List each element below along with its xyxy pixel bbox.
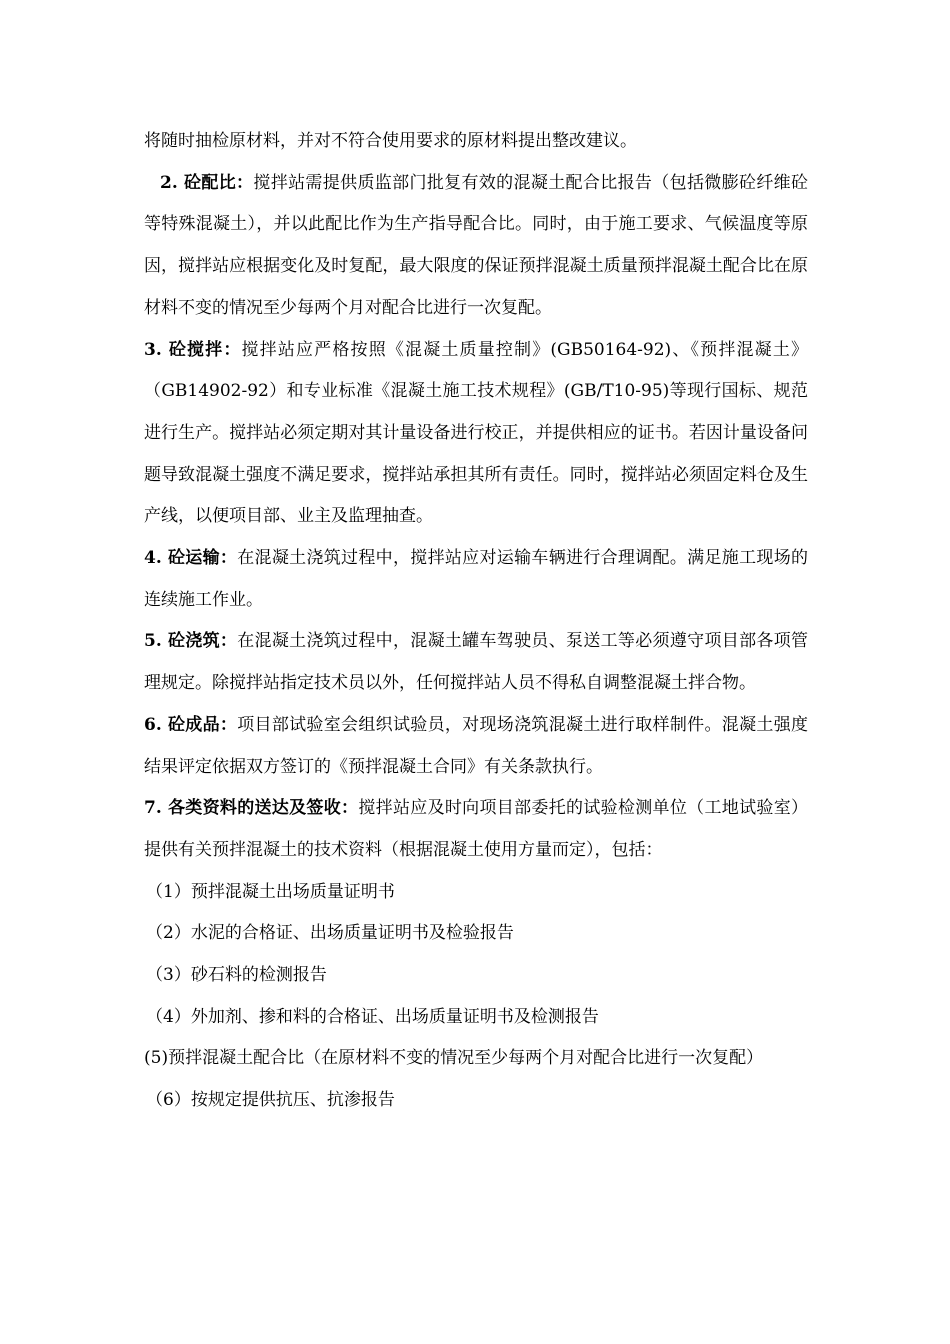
section-pouring-heading: 5. 砼浇筑：: [144, 631, 238, 652]
paragraph-intro-text: 将随时抽检原材料，并对不符合使用要求的原材料提出整改建议。: [144, 131, 637, 151]
list-item: （3）砂石料的检测报告: [146, 965, 327, 986]
list-item: （6）按规定提供抗压、抗渗报告: [146, 1090, 395, 1111]
list-item: (5)预拌混凝土配合比（在原材料不变的情况至少每两个月对配合比进行一次复配）: [144, 1048, 764, 1069]
section-documents: [144, 788, 808, 871]
list-item: （4）外加剂、掺和料的合格证、出场质量证明书及检测报告: [146, 1006, 599, 1027]
section-mix-ratio-text: 搅拌站需提供质监部门批复有效的混凝土配合比报告（包括微膨砼纤维砼等特殊混凝土），并以此配比作为生产指导配合比。同时，由于施工要求、气候温度等原因，搅拌站应根据变化及时复配，最大限度的保证预拌混凝土质量预拌混凝土配合比在原材料不变的情况至少每两个月对配合比进行一次复配。: [144, 172, 809, 318]
document-body: [144, 121, 808, 1122]
section-pouring: [144, 621, 808, 704]
section-transport-text: 在混凝土浇筑过程中，搅拌站应对运输车辆进行合理调配。满足施工现场的连续施工作业。: [144, 548, 808, 610]
section-transport-heading: 4. 砼运输：: [144, 548, 238, 569]
list-item: （2）水泥的合格证、出场质量证明书及检验报告: [146, 923, 514, 944]
section-transport: [144, 538, 808, 621]
section-finished-product-heading: 6. 砼成品：: [144, 714, 238, 735]
paragraph-intro: [144, 121, 808, 163]
section-pouring-text: 在混凝土浇筑过程中，混凝土罐车驾驶员、泵送工等必须遵守项目部各项管理规定。除搅拌站指定技术员以外，任何搅拌站人员不得私自调整混凝土拌合物。: [144, 631, 808, 694]
section-finished-product: [144, 705, 808, 788]
section-finished-product-text: 项目部试验室会组织试验员，对现场浇筑混凝土进行取样制件。混凝土强度结果评定依据双方签订的《预拌混凝土合同》有关条款执行。: [144, 714, 808, 777]
section-documents-text: 搅拌站应及时向项目部委托的试验检测单位（工地试验室）提供有关预拌混凝土的技术资料（根据混凝土使用方量而定），包括：: [144, 798, 808, 860]
section-mixing: [144, 330, 808, 539]
section-mix-ratio: [144, 163, 808, 330]
list-item: （1）预拌混凝土出场质量证明书: [146, 881, 395, 902]
section-documents-heading: 7. 各类资料的送达及签收：: [144, 798, 359, 819]
section-mixing-text: 搅拌站应严格按照《混凝土质量控制》(GB50164-92)、《预拌混凝土》（GB14902-92）和专业标准《混凝土施工技术规程》(GB/T10-95)等现行国标、规范进行生产。搅拌站必须定期对其计量设备进行校正，并提供相应的证书。若因计量设备问题导致混凝土强度不满足要求，搅拌站承担其所有责任。同时，搅拌站必须固定料仓及生产线，以便项目部、业主及监理抽查。: [144, 339, 809, 527]
section-mixing-heading: 3. 砼搅拌：: [144, 339, 242, 360]
section-mix-ratio-heading: 2. 砼配比：: [160, 172, 254, 193]
